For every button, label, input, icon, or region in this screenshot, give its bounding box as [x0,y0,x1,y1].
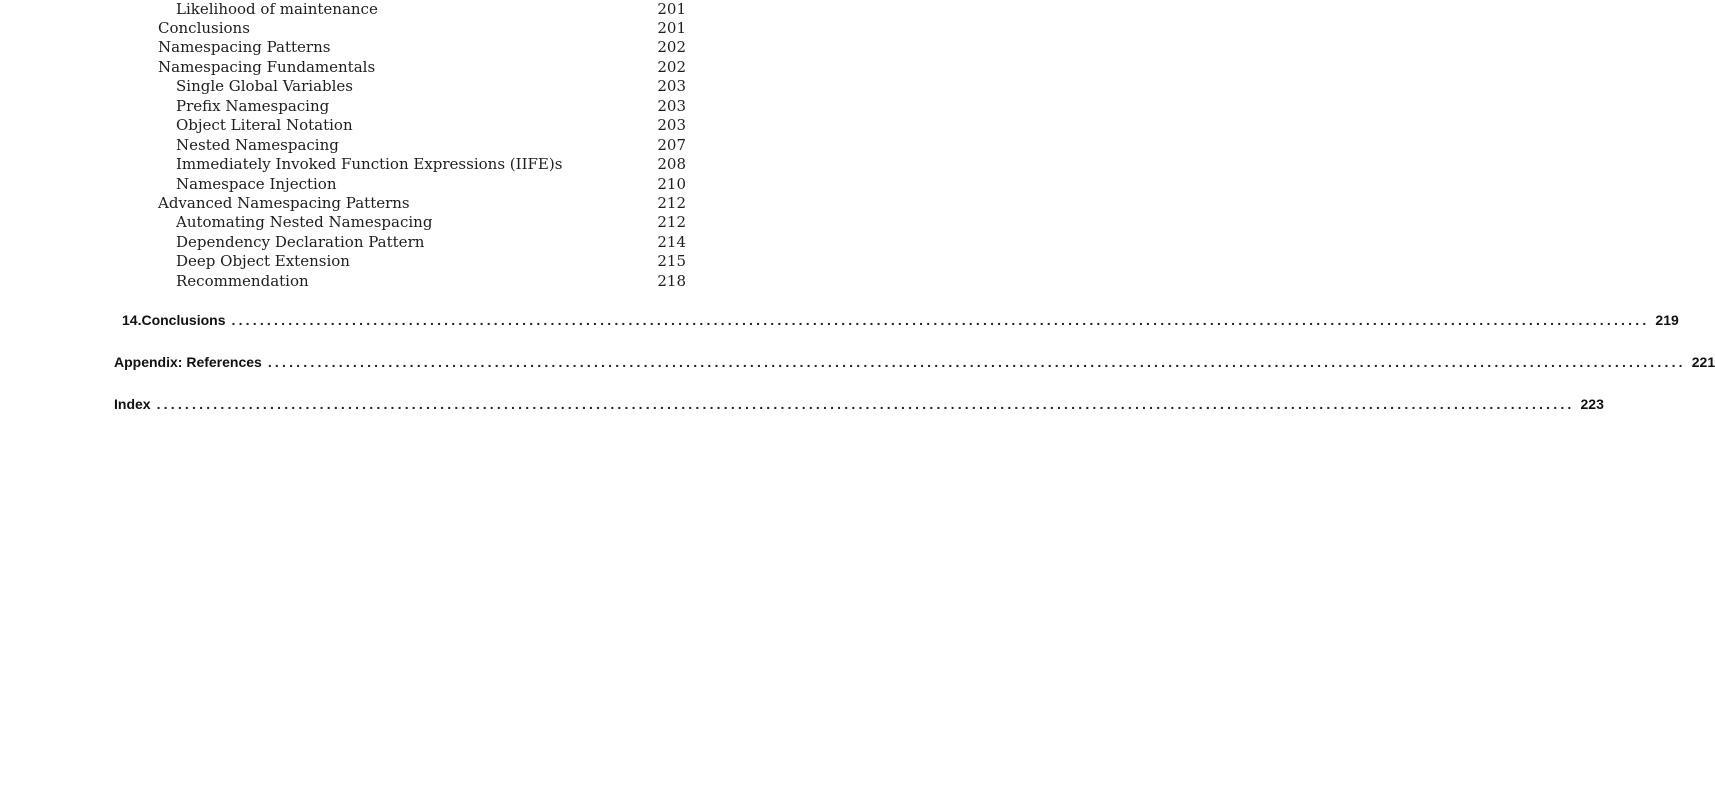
toc-chapter-row[interactable] [114,354,1715,374]
toc-entry-page-number: 203 [657,96,686,115]
toc-entry-title[interactable]: Deep Object Extension [176,252,350,271]
toc-chapter-title[interactable]: Index [114,396,151,412]
toc-chapter-page-number: 223 [1580,396,1604,412]
toc-entry-title[interactable]: Conclusions [158,18,250,37]
dot-leader: ........................................................................................................................................................................................................ [231,312,1650,328]
toc-entry-title[interactable]: Namespace Injection [176,174,337,193]
toc-entry-page-number: 210 [657,174,686,193]
toc-entry-page-number: 202 [657,38,686,57]
toc-entry-page-number: 208 [657,155,686,174]
toc-chapter-row[interactable] [114,312,1679,332]
toc-entry-page-number: 214 [657,232,686,251]
toc-entry-title[interactable]: Advanced Namespacing Patterns [158,194,410,212]
toc-chapter-page-number: 219 [1655,312,1679,328]
toc-entry-page-number: 212 [657,194,686,212]
toc-chapter-title[interactable]: Conclusions [141,312,226,328]
toc-entry-page-number: 212 [657,213,686,232]
toc-entry-page-number: 207 [657,135,686,154]
toc-entry-title[interactable]: Namespacing Patterns [158,38,331,57]
toc-entry-page-number: 202 [657,57,686,76]
toc-chapter-title[interactable]: Appendix: References [114,354,262,370]
toc-entry-page-number: 201 [657,18,686,37]
toc-entry-title[interactable]: Likelihood of maintenance [176,0,378,18]
toc-entry-title[interactable]: Immediately Invoked Function Expressions (IIFE)s [176,155,563,174]
toc-entry-page-number: 218 [657,271,686,290]
toc-entry-title[interactable]: Dependency Declaration Pattern [176,232,425,251]
toc-entry-title[interactable]: Single Global Variables [176,77,353,96]
toc-entry-title[interactable]: Nested Namespacing [176,135,339,154]
toc-entry-title[interactable]: Namespacing Fundamentals [158,57,376,76]
toc-chapter-number: 14. [122,312,142,328]
dot-leader: ........................................................................................................................................................................................................ [156,396,1575,412]
toc-chapter-row[interactable] [114,396,1604,416]
toc-entry-title[interactable]: Recommendation [176,271,309,290]
toc-entry-title[interactable]: Object Literal Notation [176,116,353,135]
toc-entry-title[interactable]: Prefix Namespacing [176,96,330,115]
toc-entry-title[interactable]: Automating Nested Namespacing [176,213,433,232]
toc-entry-page-number: 215 [657,252,686,271]
toc-entry-page-number: 201 [657,0,686,18]
toc-entry-page-number: 203 [657,116,686,135]
dot-leader: ........................................................................................................................................................................................................ [267,354,1686,370]
toc-entry-page-number: 203 [657,77,686,96]
toc-chapter-page-number: 221 [1691,354,1715,370]
